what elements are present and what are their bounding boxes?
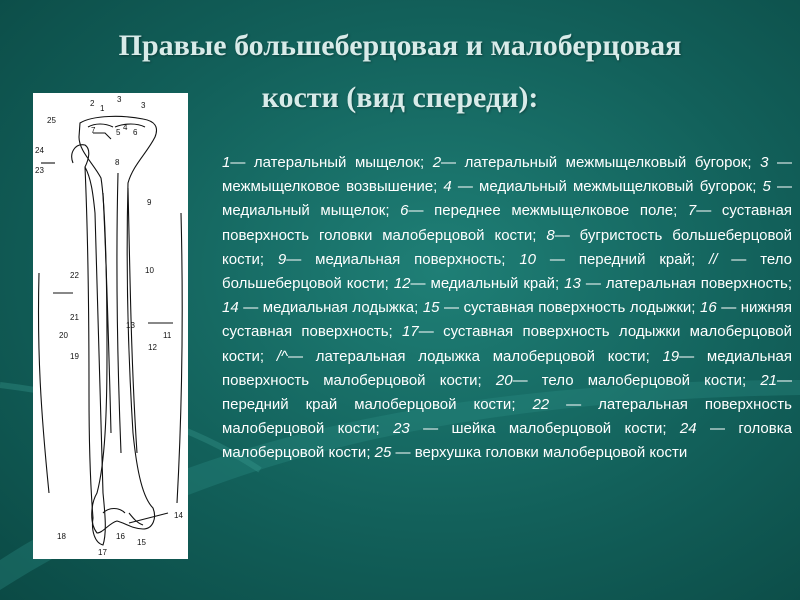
legend-item-22: 22 — латеральная поверхность малоберцовой кости;: [222, 396, 792, 438]
label-25: 25: [47, 116, 56, 125]
label-21: 21: [70, 313, 79, 322]
legend-item-9: 9— медиальная поверхность;: [277, 250, 520, 268]
legend-item-15: 15 — суставная поверхность лодыжки;: [422, 299, 700, 317]
label-3: 3: [117, 95, 122, 104]
legend-item-12: 12— медиальный край;: [393, 275, 565, 293]
legend-item-1: 1— латеральный мыщелок;: [222, 154, 433, 171]
legend-item-8: 8— бугристость большеберцовой кости;: [222, 226, 793, 268]
legend-item-4: 4 — медиальный межмыщелковый бугорок;: [443, 178, 763, 196]
legend-item-25: 25 — верхушка головки малоберцовой кости: [374, 444, 688, 462]
legend-item-2: 2— латеральный межмыщелковый бугорок;: [432, 154, 761, 171]
label-7: 7: [91, 126, 96, 135]
legend-item-5: 5 — медиальный мыщелок;: [222, 178, 792, 220]
label-13: 13: [126, 321, 135, 330]
legend-item-6: 6— переднее межмыщелковое поле;: [400, 202, 688, 220]
legend-item-16: 16 — нижняя суставная поверхность;: [222, 299, 792, 341]
slide-title-line-2: кости (вид спереди):: [261, 81, 539, 114]
label-9: 9: [147, 198, 152, 207]
label-14: 14: [174, 511, 183, 520]
legend-item-7: 7— суставная поверхность головки малоберцовой кости;: [222, 202, 792, 244]
label-2: 2: [90, 99, 95, 108]
label-1: 1: [100, 104, 105, 113]
label-8: 8: [115, 158, 120, 167]
label-6: 6: [133, 128, 138, 137]
slide-title-line-1: Правые большеберцовая и малоберцовая: [118, 29, 682, 62]
legend-item-14: 14 — медиальная лодыжка;: [222, 299, 423, 317]
label-10: 10: [145, 266, 154, 275]
label-22: 22: [70, 271, 79, 280]
label-23: 23: [35, 166, 44, 175]
label-11: 11: [163, 331, 172, 340]
label-12: 12: [148, 343, 157, 352]
legend-item-17: 17— суставная поверхность лодыжки малоберцовой кости;: [222, 323, 792, 365]
legend-text: [222, 151, 792, 466]
legend-item-11: // — тело большеберцовой кости;: [222, 250, 792, 293]
label-19: 19: [70, 352, 79, 361]
legend-item-10: 10 — передний край;: [519, 250, 710, 268]
label-4: 4: [123, 123, 128, 132]
legend-item-18: /^— латеральная лодыжка малоберцовой кости;: [276, 347, 663, 365]
label-24: 24: [35, 146, 44, 155]
legend-item-13: 13 — латеральная поверхность;: [564, 275, 792, 293]
label-3-b: 3: [141, 101, 146, 110]
legend-item-19: 19— медиальная поверхность малоберцовой кости;: [222, 347, 793, 389]
legend-item-24: 24 — головка малоберцовой кости;: [222, 420, 792, 462]
bone-illustration-panel: [33, 93, 188, 559]
legend-item-21: 21— передний край малоберцовой кости;: [222, 371, 793, 414]
label-5: 5: [116, 128, 121, 137]
label-20: 20: [59, 331, 68, 340]
legend-item-23: 23 — шейка малоберцовой кости;: [393, 420, 680, 438]
label-16: 16: [116, 532, 125, 541]
label-17: 17: [98, 548, 107, 557]
legend-item-3: 3 — межмыщелковое возвышение;: [222, 154, 793, 196]
label-15: 15: [137, 538, 146, 547]
legend-item-20: 20— тело малоберцовой кости;: [495, 371, 761, 389]
label-18: 18: [57, 532, 66, 541]
tibia-fibula-drawing: [33, 93, 188, 559]
